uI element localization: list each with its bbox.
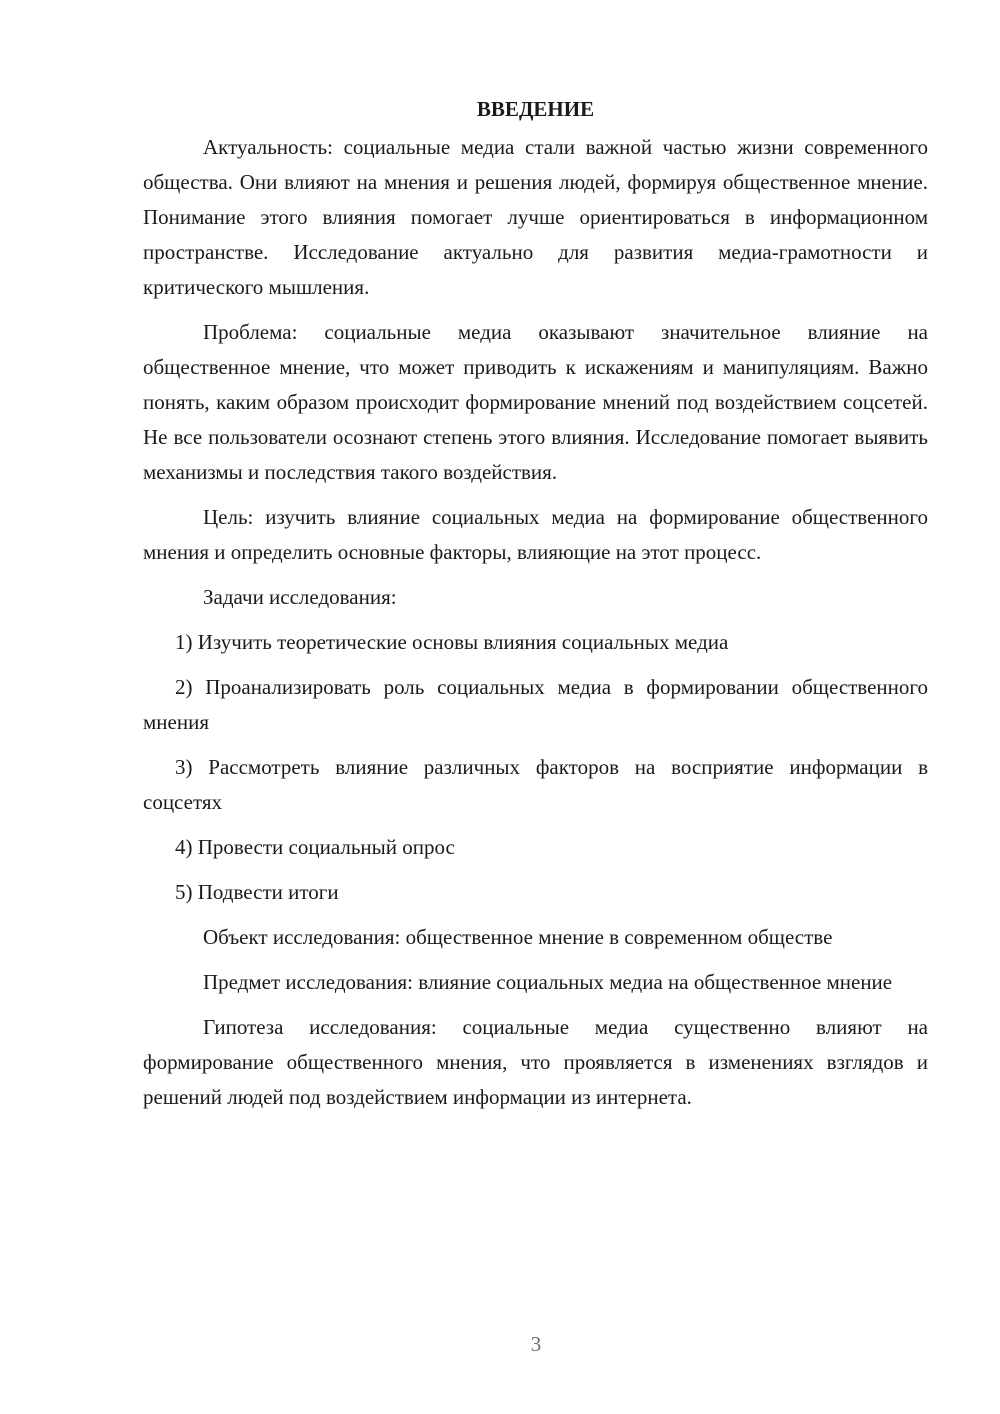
task-item: 3) Рассмотреть влияние различных факторов на восприятие информации в соцсетях <box>143 755 928 814</box>
task-item: 1) Изучить теоретические основы влияния социальных медиа <box>175 630 729 654</box>
document-page <box>143 92 928 1125</box>
hypothesis-paragraph: Гипотеза исследования: социальные медиа существенно влияют на формирование общественного мнения, что проявляется в изменениях взглядов и решений людей под воздействием информации из интернета. <box>143 1015 928 1109</box>
subject-paragraph: Предмет исследования: влияние социальных медиа на общественное мнение <box>203 970 893 994</box>
page-title: ВВЕДЕНИЕ <box>476 97 595 121</box>
task-item: 5) Подвести итоги <box>175 880 339 904</box>
page-number: 3 <box>530 1332 542 1356</box>
relevance-paragraph: Актуальность: социальные медиа стали важной частью жизни современного общества. Они влияют на мнения и решения людей, формируя общественное мнение. Понимание этого влияния помогает лучше ориентироваться в информационном пространстве. Исследование актуально для развития медиа-грамотности и критического мышления. <box>143 135 928 299</box>
object-paragraph: Объект исследования: общественное мнение в современном обществе <box>203 925 833 949</box>
problem-paragraph: Проблема: социальные медиа оказывают значительное влияние на общественное мнение, что может приводить к искажениям и манипуляциям. Важно понять, каким образом происходит формирование мнений под воздействием соцсетей. Не все пользователи осознают степень этого влияния. Исследование помогает выявить механизмы и последствия такого воздействия. <box>143 320 928 484</box>
task-item: 4) Провести социальный опрос <box>175 835 455 859</box>
tasks-heading: Задачи исследования: <box>203 585 397 609</box>
goal-paragraph: Цель: изучить влияние социальных медиа на формирование общественного мнения и определить основные факторы, влияющие на этот процесс. <box>143 505 928 564</box>
task-item: 2) Проанализировать роль социальных медиа в формировании общественного мнения <box>143 675 928 734</box>
